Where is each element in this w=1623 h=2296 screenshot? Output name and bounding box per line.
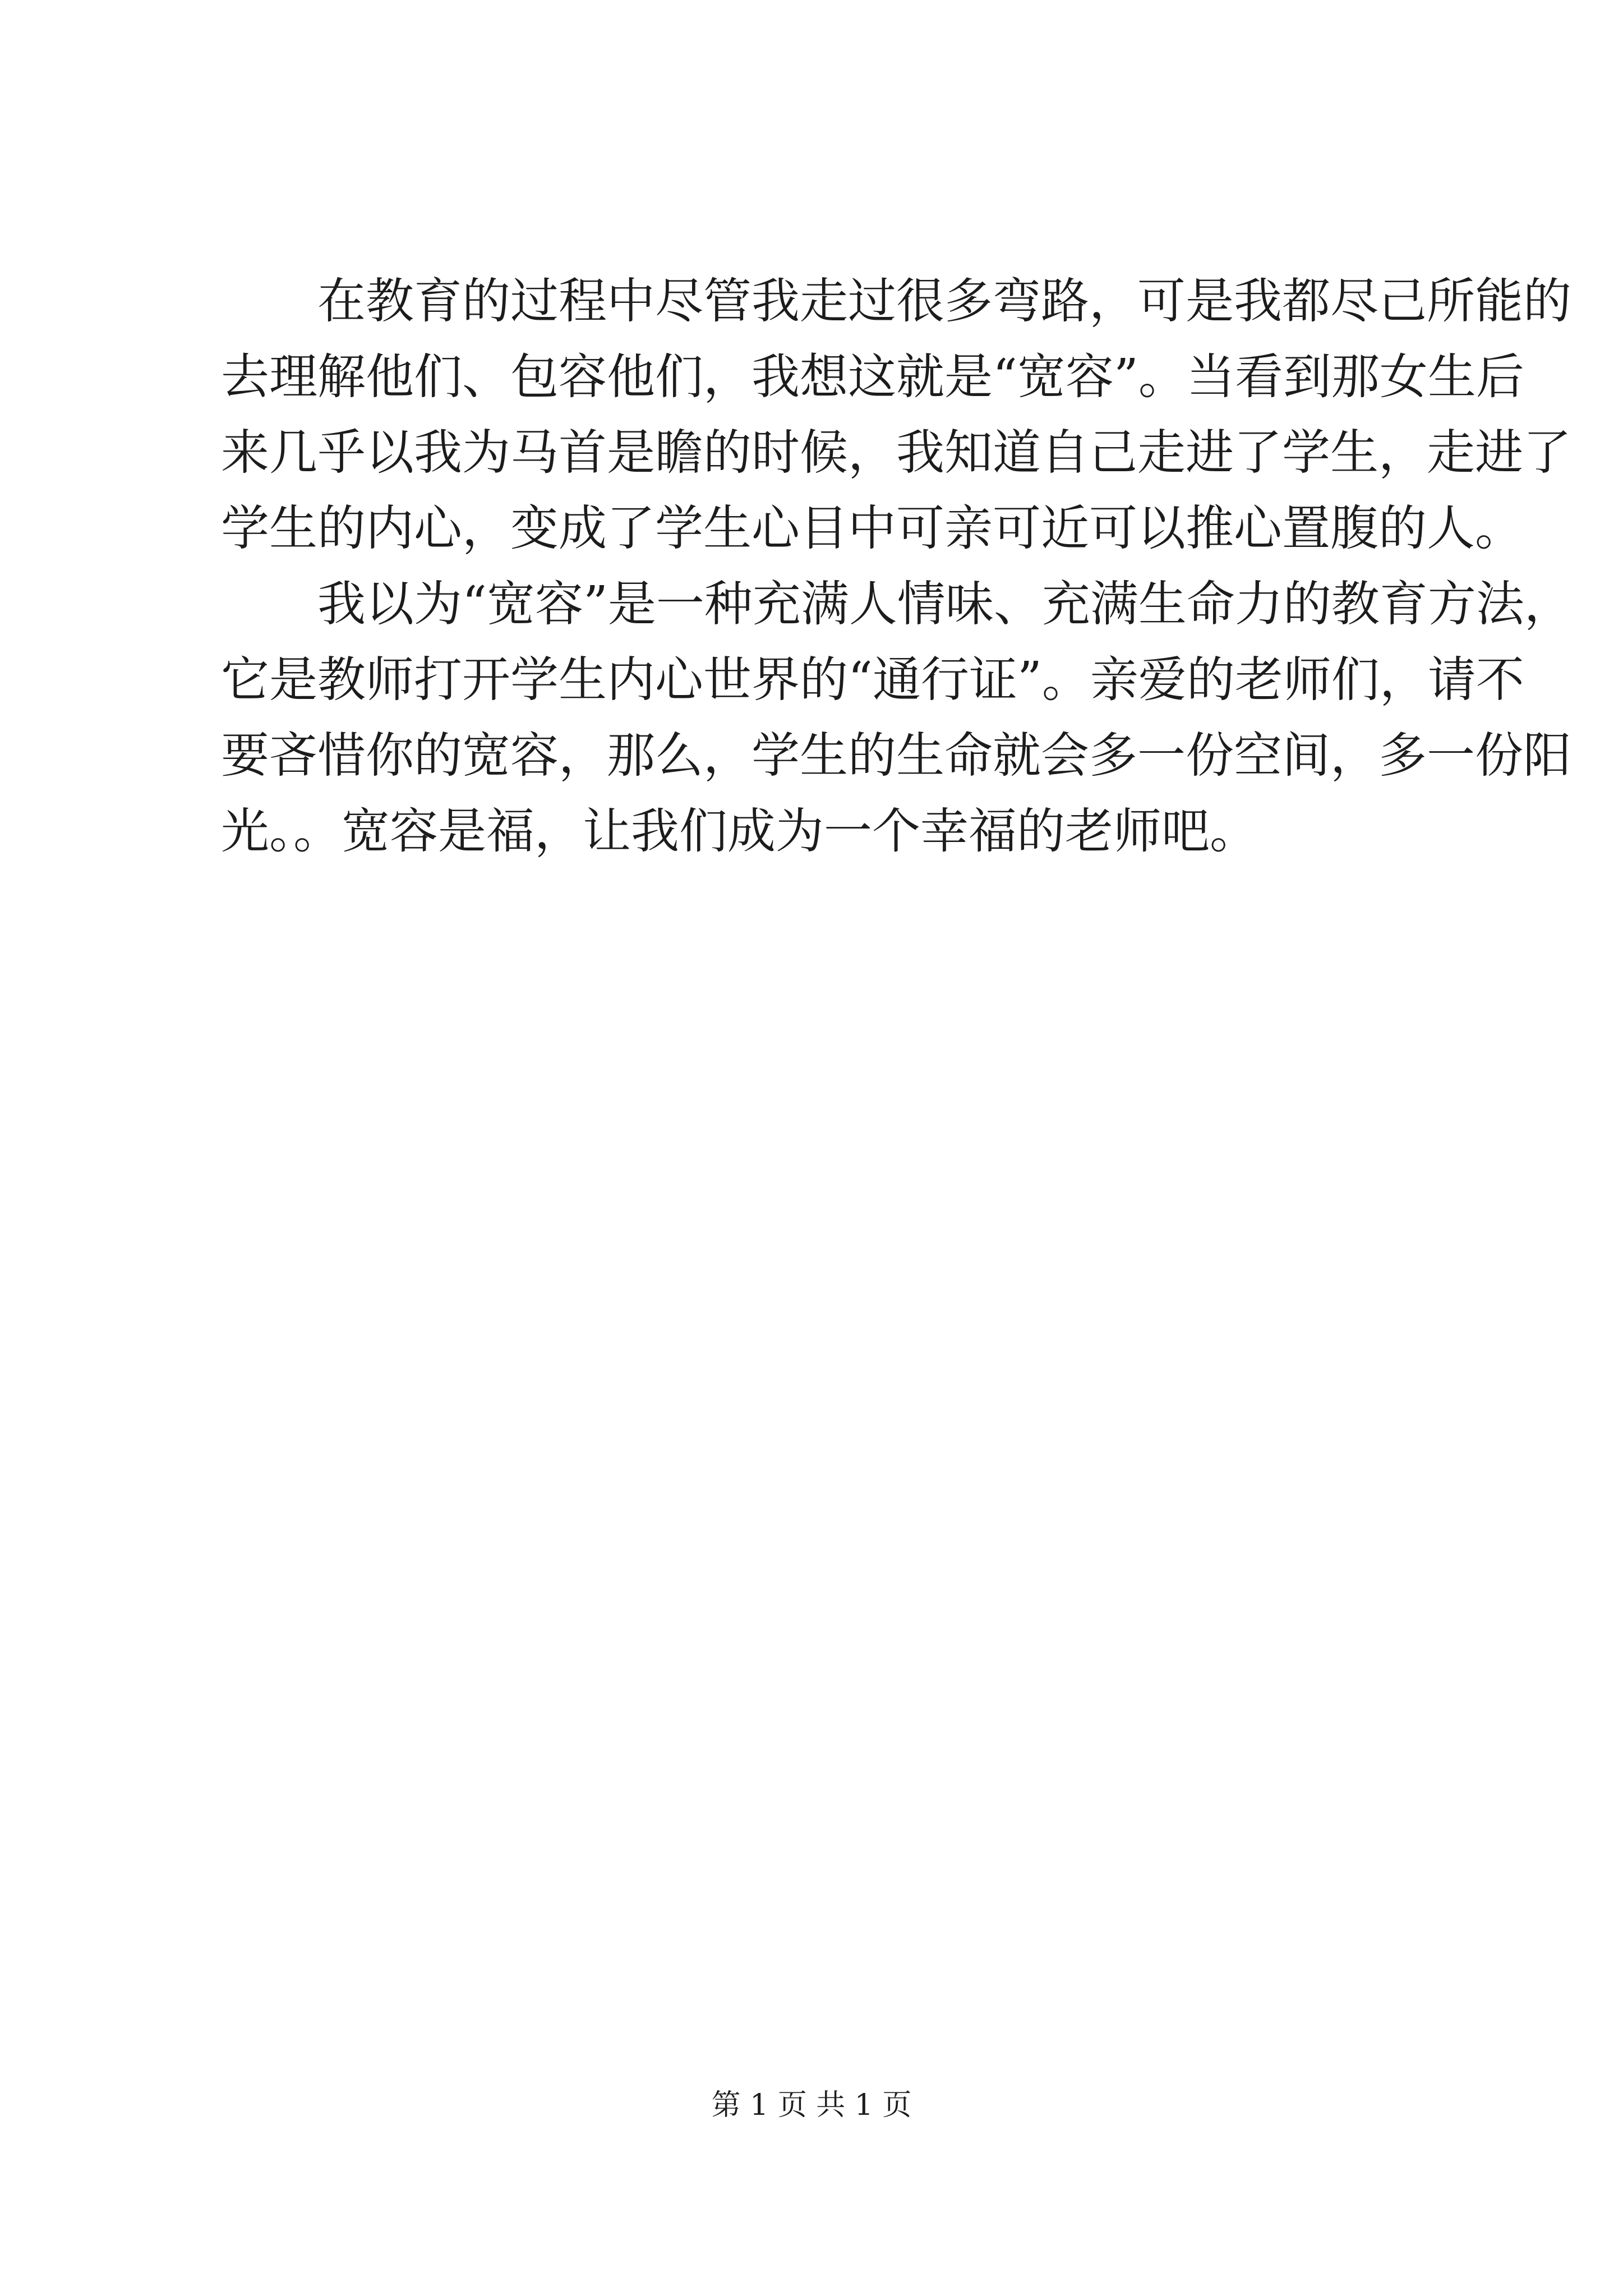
text-line: 在教育的过程中尽管我走过很多弯路，可是我都尽己所能的 — [317, 273, 1571, 329]
text-line: 它是教师打开学生内心世界的“通行证”。亲爱的老师们，请不 — [221, 652, 1524, 708]
paragraph-2 — [221, 567, 1573, 869]
paragraph-1 — [221, 264, 1571, 567]
text-line: 要吝惜你的宽容，那么，学生的生命就会多一份空间，多一份阳 — [221, 728, 1571, 784]
text-line: 学生的内心，变成了学生心目中可亲可近可以推心置腹的人。 — [221, 500, 1523, 556]
page-footer: 第 1 页 共 1 页 — [711, 2088, 912, 2122]
text-line: 光。。宽容是福，让我们成为一个幸福的老师吧。 — [221, 803, 1258, 859]
text-line: 去理解他们、包容他们，我想这就是“宽容”。当看到那女生后 — [221, 349, 1524, 405]
text-line: 我以为“宽容”是一种充满人情味、充满生命力的教育方法， — [317, 576, 1573, 632]
text-line: 来几乎以我为马首是瞻的时候，我知道自己走进了学生，走进了 — [221, 425, 1571, 481]
document-body — [221, 264, 1573, 869]
